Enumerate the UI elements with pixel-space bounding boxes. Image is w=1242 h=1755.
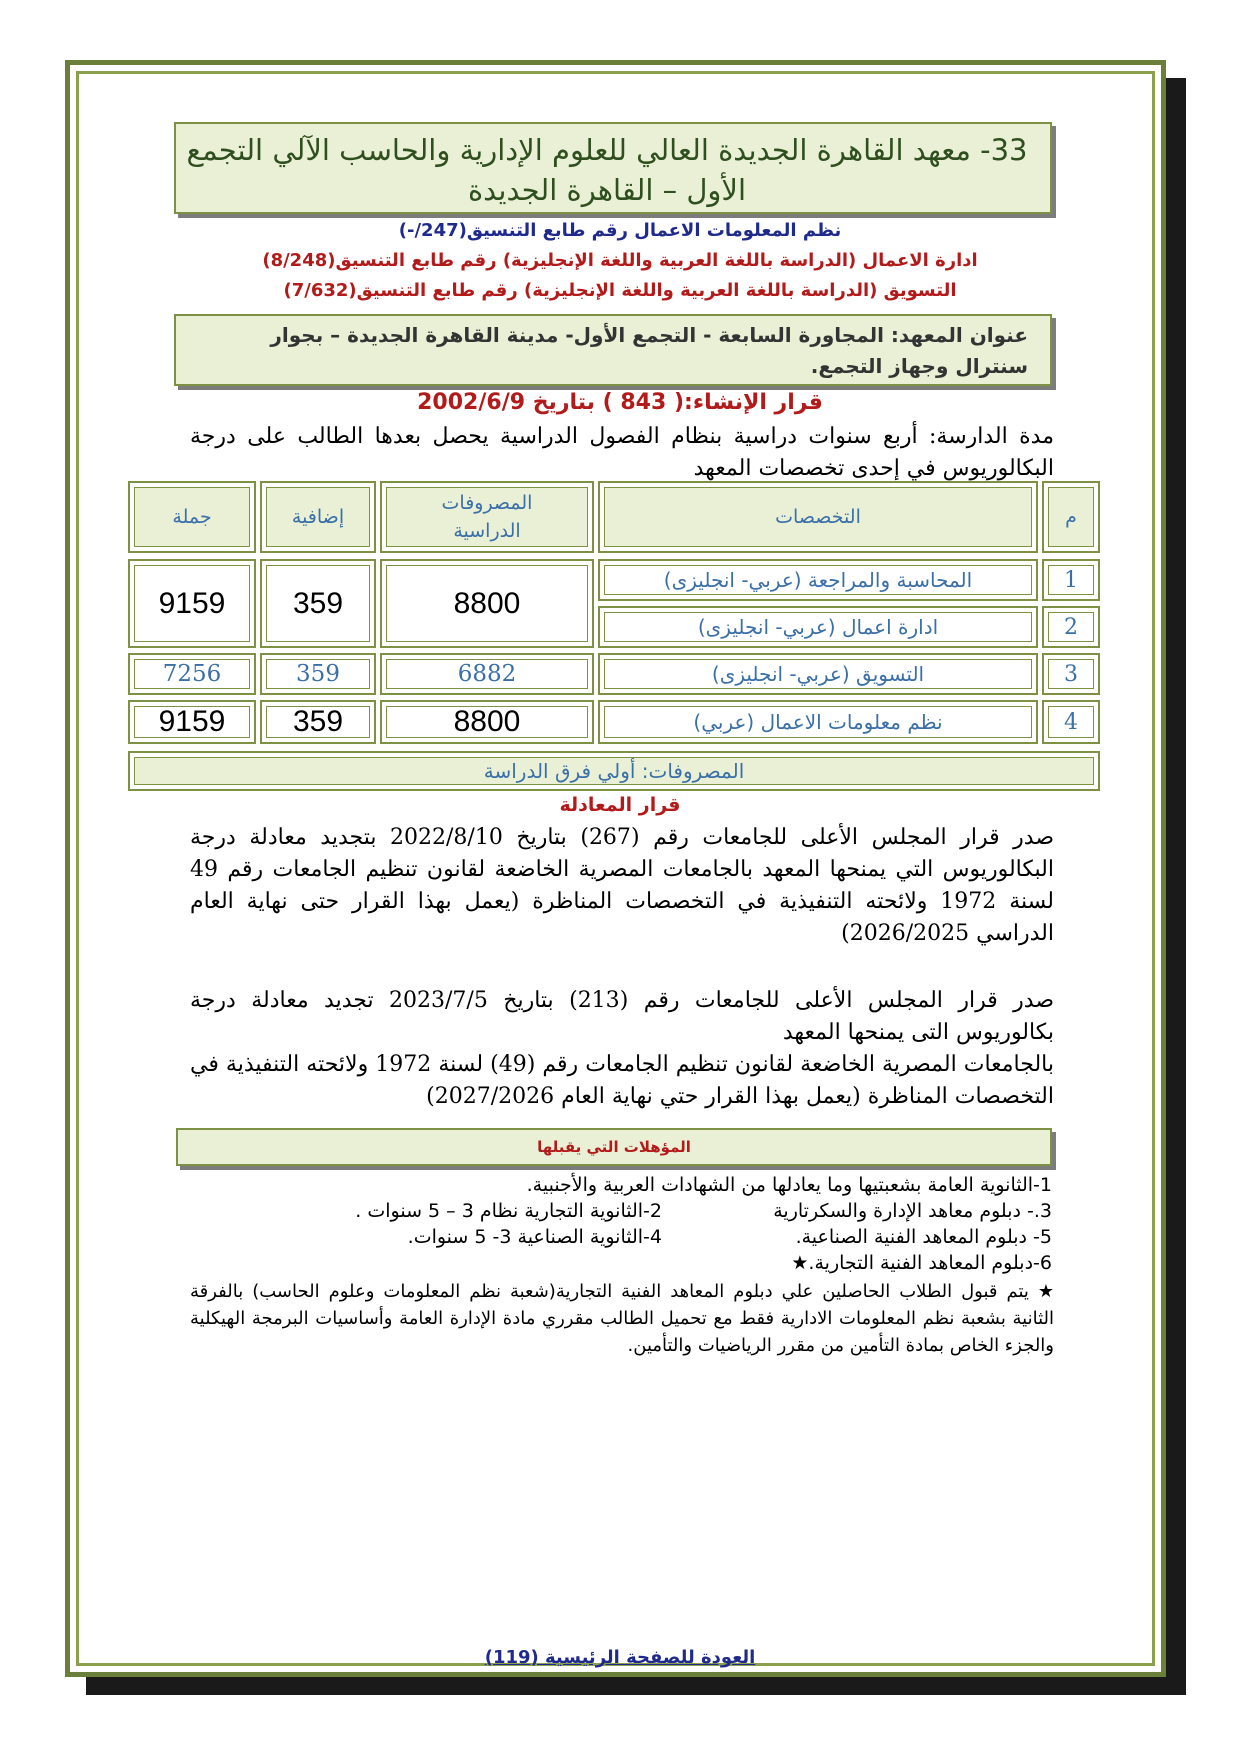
- qualifications-box: [176, 1128, 1052, 1166]
- qualification-2: 2-الثانوية التجارية نظام 3 – 5 سنوات .: [355, 1200, 662, 1222]
- table-row-2-name: ادارة اعمال (عربي- انجليزى): [598, 606, 1038, 648]
- qualification-6: 6-دبلوم المعاهد الفنية التجارية.★: [791, 1252, 1052, 1274]
- star-note: ★ يتم قبول الطلاب الحاصلين علي دبلوم المعاهد الفنية التجارية(شعبة نظم المعلومات وعلوم الحاسب) بالفرقة الثانية بشعبة نظم المعلومات الادارية فقط مع تحميل الطالب مقرري مادة الإدارة العامة وأساسيات البرمجة الهيكلية والجزء الخاص بمادة التأمين من مقرر الرياضيات والتأمين.: [190, 1281, 1054, 1356]
- table-row-2-num: 2: [1042, 606, 1100, 648]
- establishment-decision: قرار الإنشاء:( 843 ) بتاريخ 2002/6/9: [417, 390, 823, 415]
- table-rows-1-2-total: 9159: [128, 559, 256, 648]
- equivalence-title: قرار المعادلة: [559, 794, 681, 816]
- header-cell-fees: المصروفات الدراسية: [380, 481, 594, 553]
- qualification-4: 4-الثانوية الصناعية 3- 5 سنوات.: [407, 1226, 662, 1248]
- table-row-1-name: المحاسبة والمراجعة (عربي- انجليزى): [598, 559, 1038, 601]
- title-box: [174, 122, 1052, 214]
- study-duration: مدة الدارسة: أربع سنوات دراسية بنظام الفصول الدراسية يحصل بعدها الطالب على درجة البكالوريوس في إحدى تخصصات المعهد: [190, 424, 1054, 481]
- qualification-3: 3.- دبلوم معاهد الإدارة والسكرتارية: [773, 1200, 1052, 1222]
- table-row-1-num: 1: [1042, 559, 1100, 601]
- fees-footnote: المصروفات: أولي فرق الدراسة: [128, 751, 1100, 791]
- program-code-mis: نظم المعلومات الاعمال رقم طابع التنسيق(247/-): [398, 220, 842, 241]
- address-box: [174, 314, 1052, 386]
- table-row-4-name: نظم معلومات الاعمال (عربي): [598, 700, 1038, 744]
- table-row-4-extra: 359: [260, 700, 376, 744]
- table-row-4-total: 9159: [128, 700, 256, 744]
- institute-address: عنوان المعهد: المجاورة السابعة - التجمع الأول- مدينة القاهرة الجديدة – بجوار سنترال وجهاز التجمع.: [270, 323, 1028, 378]
- table-row-3-total: 7256: [128, 653, 256, 695]
- header-cell-extra: إضافية: [260, 481, 376, 553]
- header-cell-specialization: التخصصات: [598, 481, 1038, 553]
- qualification-1: 1-الثانوية العامة بشعبتيها وما يعادلها من الشهادات العربية والأجنبية.: [526, 1174, 1052, 1196]
- table-row-3-num: 3: [1042, 653, 1100, 695]
- table-rows-1-2-extra: 359: [260, 559, 376, 648]
- qualification-5: 5- دبلوم المعاهد الفنية الصناعية.: [795, 1226, 1052, 1248]
- equivalence-paragraph-1: صدر قرار المجلس الأعلى للجامعات رقم (267) بتاريخ 2022/8/10 بتجديد معادلة درجة البكالوريوس التي يمنحها المعهد بالجامعات المصرية الخاضعة لقانون تنظيم الجامعات رقم 49 لسنة 1972 ولائحته التنفيذية في التخصصات المناظرة (يعمل بهذا القرار حتى نهاية العام الدراسي 2026/2025): [190, 825, 1054, 946]
- program-code-marketing: التسويق (الدراسة باللغة العربية واللغة الإنجليزية) رقم طابع التنسيق(7/632): [283, 280, 957, 301]
- table-row-3-name: التسويق (عربي- انجليزى): [598, 653, 1038, 695]
- header-cell-total: جملة: [128, 481, 256, 553]
- back-to-home-link[interactable]: العودة للصفحة الرئيسية (119): [484, 1647, 756, 1668]
- table-row-4-fees: 8800: [380, 700, 594, 744]
- page-title: 33- معهد القاهرة الجديدة العالي للعلوم الإدارية والحاسب الآلي التجمع الأول – القاهرة الجديدة: [186, 133, 1028, 207]
- table-row-3-extra: 359: [260, 653, 376, 695]
- qualifications-title: المؤهلات التي يقبلها: [537, 1138, 691, 1156]
- table-rows-1-2-fees: 8800: [380, 559, 594, 648]
- table-row-3-fees: 6882: [380, 653, 594, 695]
- equivalence-paragraph-2a: صدر قرار المجلس الأعلى للجامعات رقم (213) بتاريخ 2023/7/5 تجديد معادلة درجة بكالوريوس التى يمنحها المعهد: [190, 988, 1055, 1045]
- header-cell-num: م: [1042, 481, 1100, 553]
- program-code-business: ادارة الاعمال (الدراسة باللغة العربية واللغة الإنجليزية) رقم طابع التنسيق(8/248): [262, 250, 978, 271]
- equivalence-paragraph-2b: بالجامعات المصرية الخاضعة لقانون تنظيم الجامعات رقم (49) لسنة 1972 ولائحته التنفيذية في التخصصات المناظرة (يعمل بهذا القرار حتي نهاية العام 2027/2026): [190, 1052, 1054, 1109]
- table-row-4-num: 4: [1042, 700, 1100, 744]
